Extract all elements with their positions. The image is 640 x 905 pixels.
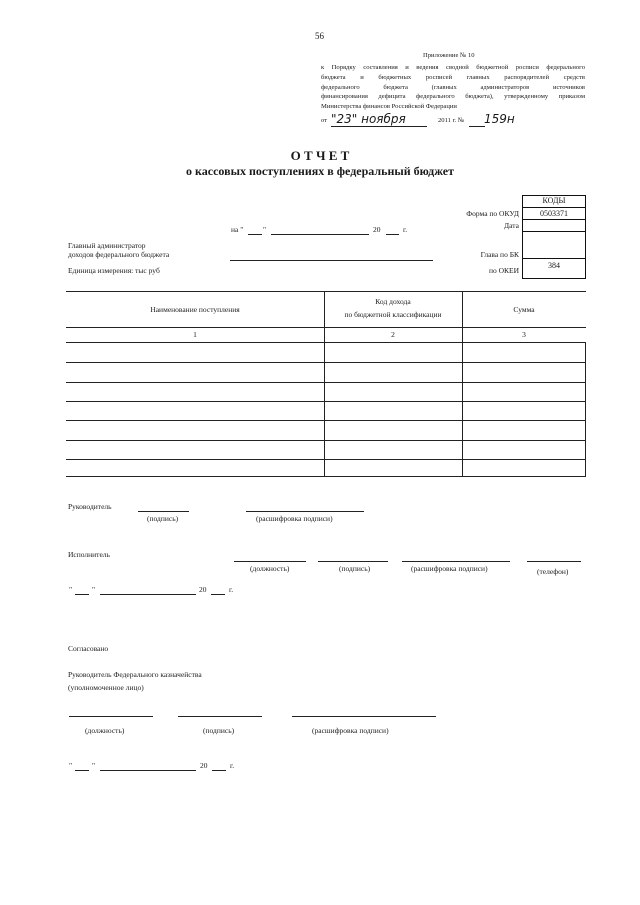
table-row: [66, 401, 586, 402]
agreed-label: Согласовано: [68, 644, 109, 653]
order-prefix: от: [321, 117, 328, 124]
authorized-person-label: (уполномоченное лицо): [68, 683, 144, 692]
treasury-name-line: [292, 716, 436, 717]
header-text: [321, 63, 585, 112]
report-date-prefix: на ": [231, 225, 244, 234]
table-row: [66, 440, 586, 441]
head-name-line: [246, 511, 364, 512]
appendix-label: Приложение № 10: [423, 52, 475, 59]
header-line: бюджета и бюджетных росписей главных распорядителей средств: [321, 73, 585, 81]
treasury-day-line: [75, 770, 89, 771]
executor-year-suffix: г.: [229, 585, 234, 594]
col-code-header-2: по бюджетной классификации: [344, 310, 442, 319]
treasury-year-suffix: г.: [230, 761, 235, 770]
col-name-header: Наименование поступления: [150, 305, 240, 314]
treasury-position-caption: (должность): [85, 726, 125, 735]
order-year: 2011 г. №: [438, 117, 465, 124]
order-number-line: [469, 126, 485, 127]
col-num-1: 1: [193, 330, 197, 339]
date-label: Дата: [504, 221, 519, 230]
executor-signature-caption: (подпись): [339, 564, 371, 573]
header-line: федерального бюджета (главных администраторов источников: [321, 83, 585, 91]
table-row: [66, 459, 586, 460]
report-year-prefix: 20: [373, 225, 381, 234]
unit-label: Единица измерения: тыс руб: [68, 266, 160, 275]
report-year-line: [386, 234, 399, 235]
executor-month-line: [100, 594, 196, 595]
treasury-year-line: [212, 770, 226, 771]
head-signature-line: [138, 511, 189, 512]
table-row: [66, 420, 586, 421]
treasury-signature-line: [178, 716, 262, 717]
date-code-cell: [523, 219, 585, 231]
treasury-year-prefix: 20: [200, 761, 208, 770]
okud-code: 0503371: [523, 207, 585, 219]
treasury-position-line: [69, 716, 153, 717]
table-row: [66, 362, 586, 363]
executor-day-line: [75, 594, 89, 595]
order-date-line: [331, 126, 427, 127]
order-number-handwritten: 159н: [484, 112, 515, 126]
admin-label-1: Главный администратор: [68, 241, 146, 250]
header-line: Министерства финансов Российской Федерации: [321, 103, 457, 111]
admin-name-line: [230, 260, 433, 261]
codes-box: [522, 195, 586, 279]
report-subtitle: о кассовых поступлениях в федеральный бюджет: [186, 164, 454, 178]
executor-year-prefix: 20: [199, 585, 207, 594]
order-date-handwritten: "23" ноября: [331, 112, 406, 126]
okei-label: по ОКЕИ: [488, 266, 519, 275]
treasury-month-line: [100, 770, 196, 771]
page-number: 56: [315, 31, 324, 41]
treasury-date-close: ": [92, 761, 96, 770]
head-signature-caption: (подпись): [147, 514, 179, 523]
col-sum-header: Сумма: [513, 305, 535, 314]
report-title: О Т Ч Е Т: [290, 148, 350, 163]
treasury-signature-caption: (подпись): [203, 726, 235, 735]
okud-label: Форма по ОКУД: [466, 209, 519, 218]
header-line: финансирования дефицита федерального бюджета), утвержденному приказом: [321, 93, 585, 101]
codes-header: КОДЫ: [542, 196, 566, 205]
report-month-line: [271, 234, 369, 235]
executor-phone-line: [527, 561, 581, 562]
okei-code: 384: [523, 258, 585, 278]
executor-date-open: ": [69, 585, 73, 594]
executor-phone-caption: (телефон): [537, 567, 569, 576]
col-code-header-1: Код дохода: [375, 297, 411, 306]
table-row: [66, 382, 586, 383]
head-name-caption: (расшифровка подписи): [256, 514, 333, 523]
executor-label: Исполнитель: [68, 550, 110, 559]
col-num-3: 3: [522, 330, 526, 339]
treasury-date-open: ": [69, 761, 73, 770]
executor-date-close: ": [92, 585, 96, 594]
receipts-table: [66, 291, 586, 477]
report-year-suffix: г.: [403, 225, 408, 234]
treasury-name-caption: (расшифровка подписи): [312, 726, 389, 735]
bk-code-cell: [523, 231, 585, 258]
report-day-line: [248, 234, 262, 235]
bk-label: Глава по БК: [480, 250, 519, 259]
executor-year-line: [211, 594, 225, 595]
report-date-quote: ": [263, 225, 267, 234]
executor-name-caption: (расшифровка подписи): [411, 564, 488, 573]
header-line: к Порядку составления и ведения сводной бюджетной росписи федерального: [321, 64, 585, 71]
executor-position-line: [234, 561, 306, 562]
head-label: Руководитель: [68, 502, 112, 511]
col-num-2: 2: [391, 330, 395, 339]
admin-label-2: доходов федерального бюджета: [68, 250, 170, 259]
table-row: [66, 476, 586, 477]
executor-position-caption: (должность): [250, 564, 290, 573]
treasury-head-label: Руководитель Федерального казначейства: [68, 670, 202, 679]
executor-name-line: [402, 561, 510, 562]
executor-signature-line: [318, 561, 388, 562]
